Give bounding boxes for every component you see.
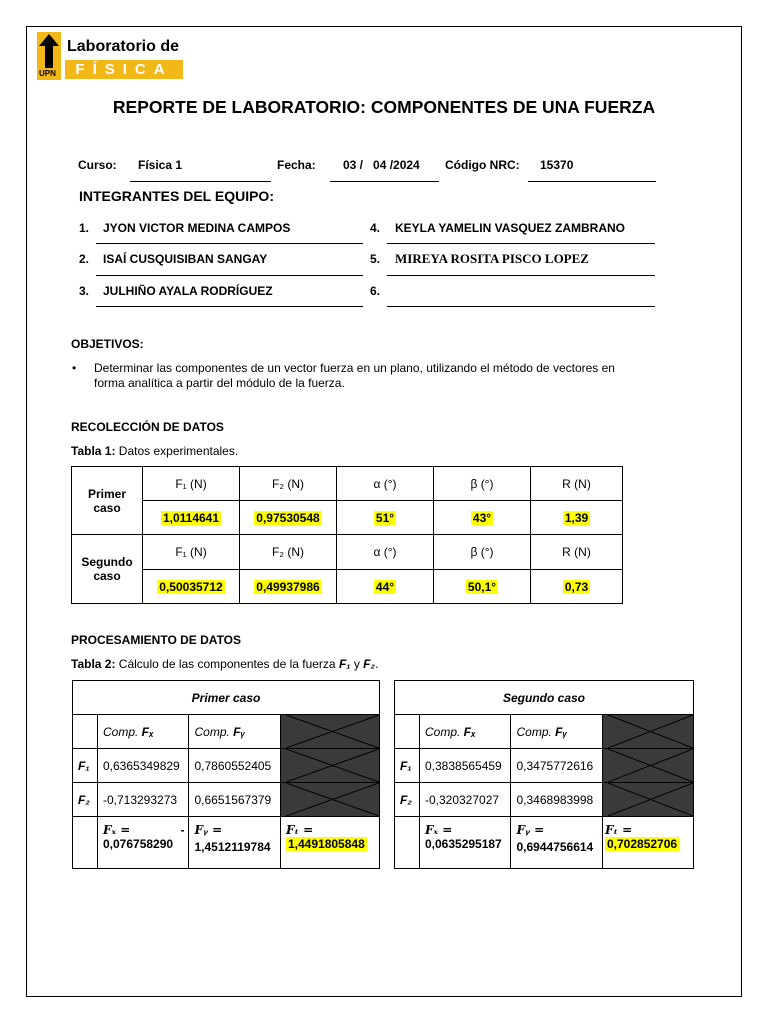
data-cell: -0,713293273 (97, 783, 189, 817)
comp-symbol: Fᵧ (233, 724, 246, 739)
logo-fisica-text: FÍSICA (65, 60, 183, 79)
data-cell (143, 501, 240, 535)
header-cell: α (°) (337, 535, 434, 570)
data-cell: 0,3475772616 (511, 749, 603, 783)
member-name: ISAÍ CUSQUISIBAN SANGAY (103, 252, 268, 266)
header-cell: F₁ (N) (143, 467, 240, 501)
case2-label-a: Segundo (81, 555, 133, 569)
member-number: 1. (79, 221, 90, 235)
empty-cell (395, 715, 420, 749)
data-cell: 0,6365349829 (97, 749, 189, 783)
fy-total-cell (189, 817, 281, 869)
table2-segundo-caso (394, 680, 694, 869)
objectives-heading: OBJETIVOS: (71, 337, 144, 351)
page-title: REPORTE DE LABORATORIO: COMPONENTES DE UNA FUERZA (112, 97, 656, 117)
fecha-label: Fecha: (277, 158, 316, 172)
member-number: 4. (370, 221, 381, 235)
member-underline (387, 306, 655, 307)
header-cell: F₁ (N) (143, 535, 240, 570)
fy-label: Fᵧ = (516, 823, 545, 837)
nrc-underline (528, 181, 656, 182)
data-cell (434, 570, 531, 604)
table2-caption (71, 657, 378, 671)
fy-label: Fᵧ = (194, 823, 223, 837)
fy-total: 1,4512119784 (194, 840, 271, 854)
row-label-f1: F₁ (73, 749, 98, 783)
value: 0,49937986 (256, 579, 320, 594)
comp-symbol: Fₓ (141, 724, 154, 739)
logo-upn-text: UPN (39, 69, 56, 78)
table2-caption-text: Cálculo de las componentes de la fuerza (115, 657, 339, 671)
table1-caption (71, 444, 238, 458)
fy-total: 0,6944756614 (516, 840, 594, 854)
ft-label: Fₜ = (286, 823, 314, 837)
caption-y: y (350, 657, 364, 671)
fx-total-cell (97, 817, 189, 869)
ft-total: 1,4491805848 (288, 837, 365, 851)
table1 (71, 466, 623, 604)
fx-label: Fₓ = (424, 823, 453, 837)
value: 0,50035712 (159, 579, 223, 594)
data-cell (531, 570, 623, 604)
header-cell: F₂ (N) (240, 535, 337, 570)
value: 44° (375, 579, 395, 594)
data-collection-heading: RECOLECCIÓN DE DATOS (71, 420, 224, 434)
data-cell (143, 570, 240, 604)
empty-cell (73, 817, 98, 869)
table1-caption-label: Tabla 1: (71, 444, 116, 458)
crossed-cell (603, 749, 694, 783)
value: 1,39 (564, 510, 589, 525)
value: 43° (472, 510, 492, 525)
header-cell: β (°) (434, 467, 531, 501)
objective-line: Determinar las componentes de un vector fuerza en un plano, utilizando el método de vectores en (94, 361, 615, 375)
fx-total-cell (419, 817, 511, 869)
comp-label: Comp. (102, 724, 142, 739)
case1-label-a: Primer (87, 486, 127, 501)
value: 1,0114641 (162, 510, 220, 525)
member-underline (96, 243, 363, 244)
crossed-cell (603, 783, 694, 817)
value: 0,73 (564, 579, 589, 594)
data-cell (240, 501, 337, 535)
fx-total: 0,0635295187 (424, 837, 502, 851)
fecha-underline (330, 181, 439, 182)
data-cell (337, 570, 434, 604)
member-name: KEYLA YAMELIN VASQUEZ ZAMBRANO (395, 221, 626, 235)
fecha-value: 03 / 04 /2024 (343, 158, 420, 172)
caption-f1: F₁ (338, 657, 351, 671)
ft-total: 0,702852706 (607, 837, 678, 851)
ft-total-cell (603, 817, 694, 869)
row-label-f2: F₂ (73, 783, 98, 817)
member-name: JULHIÑO AYALA RODRÍGUEZ (103, 284, 273, 298)
empty-cell (395, 817, 420, 869)
member-number: 3. (79, 284, 90, 298)
nrc-value: 15370 (540, 158, 574, 172)
curso-value: Física 1 (138, 158, 183, 172)
table2-title: Segundo caso (395, 681, 694, 715)
data-cell: 0,3468983998 (511, 783, 603, 817)
value: 51° (375, 510, 395, 525)
case2-label (72, 535, 143, 604)
fy-total-cell (511, 817, 603, 869)
objective-line: forma analítica a partir del módulo de la fuerza. (94, 376, 345, 390)
comp-x-header (97, 715, 189, 749)
row-label-f2: F₂ (395, 783, 420, 817)
header-cell: β (°) (434, 535, 531, 570)
header-cell: R (N) (531, 467, 623, 501)
case2-label-b: caso (93, 569, 121, 583)
case1-label (72, 467, 143, 535)
member-underline (96, 306, 363, 307)
header-cell: R (N) (531, 535, 623, 570)
curso-label: Curso: (78, 158, 117, 172)
member-number: 6. (370, 284, 381, 298)
crossed-cell (281, 783, 380, 817)
member-name: MIREYA ROSITA PISCO LOPEZ (395, 251, 589, 266)
ft-total-cell (281, 817, 380, 869)
comp-y-header (511, 715, 603, 749)
data-cell (240, 570, 337, 604)
data-cell (337, 501, 434, 535)
member-underline (387, 275, 655, 276)
curso-underline (130, 181, 271, 182)
data-cell (531, 501, 623, 535)
data-cell: 0,6651567379 (189, 783, 281, 817)
value: 50,1° (467, 579, 497, 594)
fx-label: Fₓ = (102, 823, 131, 837)
table2-title: Primer caso (73, 681, 380, 715)
comp-y-header (189, 715, 281, 749)
member-number: 2. (79, 252, 90, 266)
comp-symbol: Fₓ (463, 724, 476, 739)
fx-total: 0,076758290 (102, 837, 174, 851)
caption-end: . (375, 657, 379, 671)
member-underline (96, 275, 363, 276)
table2-caption-label: Tabla 2: (71, 657, 116, 671)
empty-cell (73, 715, 98, 749)
row-label-f1: F₁ (395, 749, 420, 783)
comp-label: Comp. (516, 724, 556, 739)
value: 0,97530548 (256, 510, 320, 525)
data-cell: 0,7860552405 (189, 749, 281, 783)
crossed-cell (281, 749, 380, 783)
data-cell: 0,3838565459 (419, 749, 511, 783)
bullet-icon: • (72, 361, 77, 375)
comp-label: Comp. (424, 724, 464, 739)
comp-label: Comp. (194, 724, 234, 739)
crossed-cell (281, 715, 380, 749)
caption-f2: F₂ (363, 657, 376, 671)
ft-label: Fₜ = (605, 823, 633, 837)
table1-caption-text: Datos experimentales. (115, 444, 239, 458)
logo-lab-text: Laboratorio de (67, 38, 180, 55)
data-cell (434, 501, 531, 535)
fx-dash: - (180, 823, 185, 837)
table2-primer-caso (72, 680, 380, 869)
case1-label-b: caso (93, 500, 121, 515)
member-number: 5. (370, 252, 381, 266)
header-cell: F₂ (N) (240, 467, 337, 501)
comp-symbol: Fᵧ (555, 724, 568, 739)
member-underline (387, 243, 655, 244)
nrc-label: Código NRC: (445, 158, 520, 172)
processing-heading: PROCESAMIENTO DE DATOS (71, 633, 242, 647)
team-heading: INTEGRANTES DEL EQUIPO: (79, 188, 274, 204)
comp-x-header (419, 715, 511, 749)
crossed-cell (603, 715, 694, 749)
member-name: JYON VICTOR MEDINA CAMPOS (103, 221, 291, 235)
header-cell: α (°) (337, 467, 434, 501)
data-cell: -0,320327027 (419, 783, 511, 817)
